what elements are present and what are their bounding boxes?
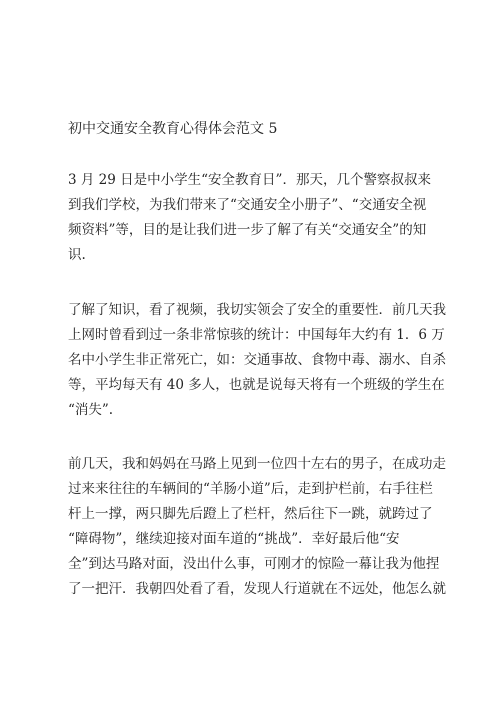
paragraph-line: 前几天，我和妈妈在马路上见到一位四十左右的男子，在成功走 — [68, 456, 446, 472]
paragraph-line: 全”到达马路对面，没出什么事，可刚才的惊险一幕让我为他捏 — [68, 556, 440, 572]
paragraph-line: 3 月 29 日是中小学生“安全教育日”．那天，几个警察叔叔来 — [68, 172, 431, 188]
paragraph-line: 过来来往往的车辆间的“羊肠小道”后，走到护栏前，右手往栏 — [68, 481, 433, 497]
paragraph-line: 等，平均每天有 40 多人，也就是说每天将有一个班级的学生在 — [68, 377, 445, 393]
paragraph-1 — [68, 168, 440, 268]
paragraph-3 — [68, 452, 446, 602]
paragraph-line: 频资料”等，目的是让我们进一步了解了有关“交通安全”的知 — [68, 222, 427, 238]
paragraph-line: 了一把汗．我朝四处看了看，发现人行道就在不远处，他怎么就 — [68, 581, 446, 597]
paragraph-line: 识. — [68, 247, 86, 263]
paragraph-line: “障碍物”，继续迎接对面车道的“挑战”．幸好最后他“安 — [68, 531, 400, 547]
paragraph-line: 到我们学校，为我们带来了“交通安全小册子”、“交通安全视 — [68, 197, 427, 213]
paragraph-line: 上网时曾看到过一条非常惊骇的统计：中国每年大约有 1．6 万 — [68, 327, 445, 343]
paragraph-line: 了解了知识，看了视频，我切实领会了安全的重要性．前几天我 — [68, 302, 446, 318]
paragraph-line: 杆上一撑，两只脚先后蹬上了栏杆，然后往下一跳，就跨过了 — [68, 506, 433, 522]
paragraph-line: 名中小学生非正常死亡，如：交通事故、食物中毒、溺水、自杀 — [68, 352, 446, 368]
paragraph-2 — [68, 298, 446, 423]
document-title: 初中交通安全教育心得体会范文 5 — [68, 121, 278, 137]
paragraph-line: “消失”. — [68, 402, 114, 418]
